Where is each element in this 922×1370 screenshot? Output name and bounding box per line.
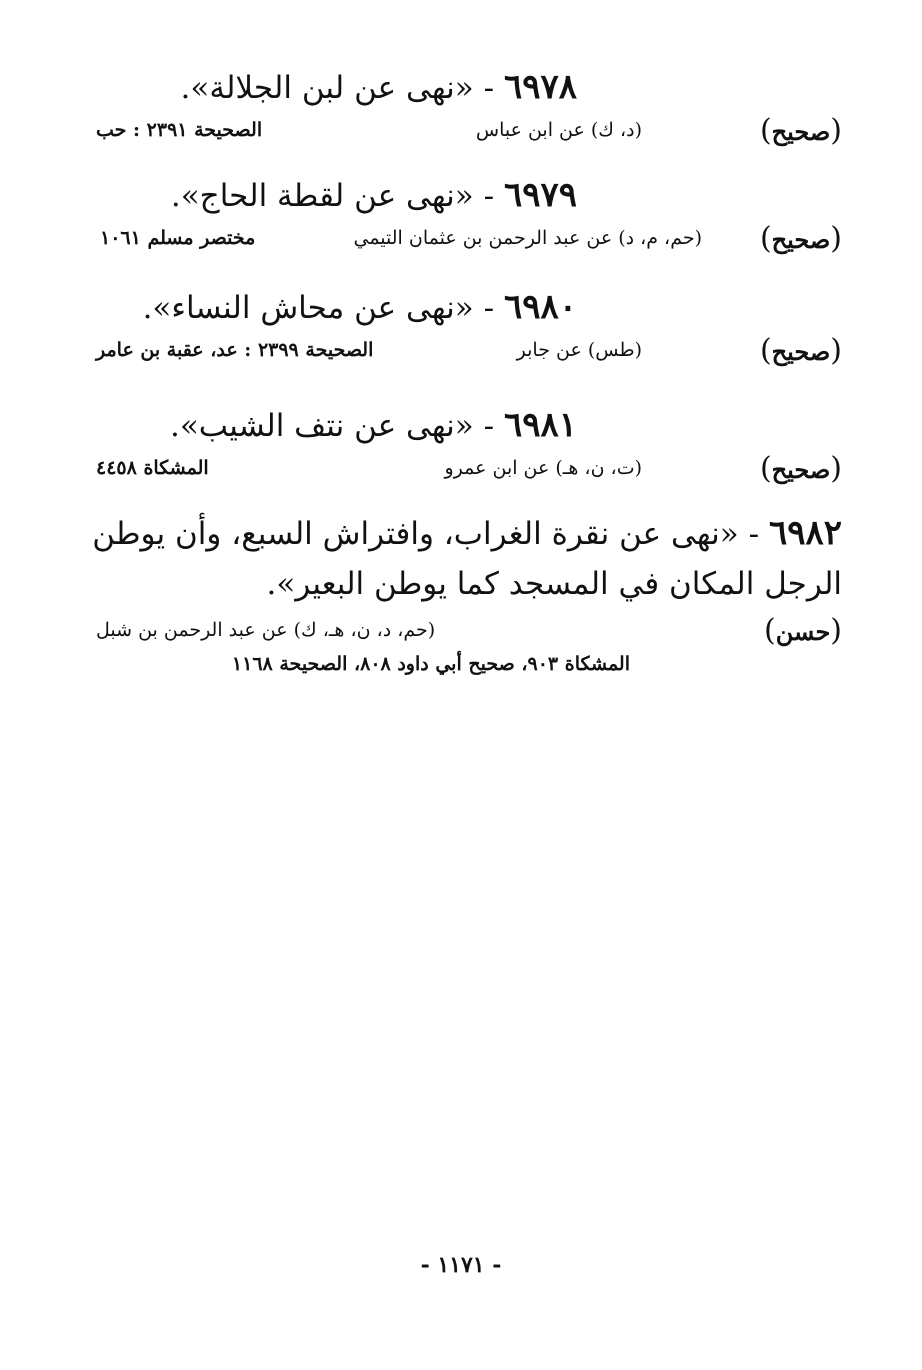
hadith-number: ٦٩٨١ (503, 405, 577, 445)
hadith-meta (80, 613, 842, 653)
hadith-meta (80, 221, 842, 261)
source-text: (حم، د، ن، هـ، ك) عن عبد الرحمن بن شبل (96, 619, 436, 641)
hadith-text-line-2: الرجل المكان في المسجد كما يوطن البعير». (266, 566, 842, 602)
hadith-text (80, 282, 842, 333)
hadith-text (80, 62, 577, 113)
hadith-body: - «نهى عن لبن الجلالة». (180, 70, 495, 106)
hadith-entry-6980 (80, 282, 842, 373)
source-text: (حم، م، د) عن عبد الرحمن بن عثمان التيمي (353, 227, 702, 249)
hadith-entry-6979 (80, 170, 842, 261)
reference-text: المشكاة ٤٤٥٨ (96, 457, 209, 479)
hadith-meta (80, 451, 842, 491)
grade-label: (صحيح) (759, 333, 842, 368)
hadith-text (80, 400, 842, 451)
hadith-text (80, 170, 842, 221)
source-text: (د، ك) عن ابن عباس (475, 119, 642, 141)
hadith-entry-6978 (80, 62, 842, 153)
reference-text: الصحيحة ٢٣٩٩ : عد، عقبة بن عامر (96, 339, 374, 361)
hadith-number: ٦٩٨٢ (768, 513, 842, 553)
hadith-body: - «نهى عن نقرة الغراب، وافتراش السبع، وأن يوطن (92, 516, 760, 552)
page-number: - ١١٧١ - (420, 1252, 502, 1278)
hadith-meta (80, 113, 842, 153)
source-text: (طس) عن جابر (516, 339, 642, 361)
hadith-entry-6981 (80, 400, 842, 491)
reference-text: مختصر مسلم ١٠٦١ (100, 227, 256, 249)
hadith-number: ٦٩٨٠ (503, 287, 577, 327)
hadith-body: - «نهى عن محاش النساء». (142, 290, 495, 326)
grade-label: (صحيح) (759, 221, 842, 256)
reference-text: المشكاة ٩٠٣، صحيح أبي داود ٨٠٨، الصحيحة ١١٦٨ (231, 653, 630, 675)
hadith-number: ٦٩٧٩ (503, 175, 577, 215)
hadith-text-line-1 (80, 508, 842, 559)
hadith-body: - «نهى عن لقطة الحاج». (170, 178, 495, 214)
hadith-number: ٦٩٧٨ (503, 67, 577, 107)
hadith-meta (80, 333, 842, 373)
hadith-body: - «نهى عن نتف الشيب». (169, 408, 495, 444)
source-text: (ت، ن، هـ) عن ابن عمرو (444, 457, 642, 479)
reference-text: الصحيحة ٢٣٩١ : حب (96, 119, 263, 141)
hadith-entry-6982 (80, 508, 842, 675)
grade-label: (حسن) (764, 613, 842, 648)
grade-label: (صحيح) (759, 113, 842, 148)
grade-label: (صحيح) (759, 451, 842, 486)
